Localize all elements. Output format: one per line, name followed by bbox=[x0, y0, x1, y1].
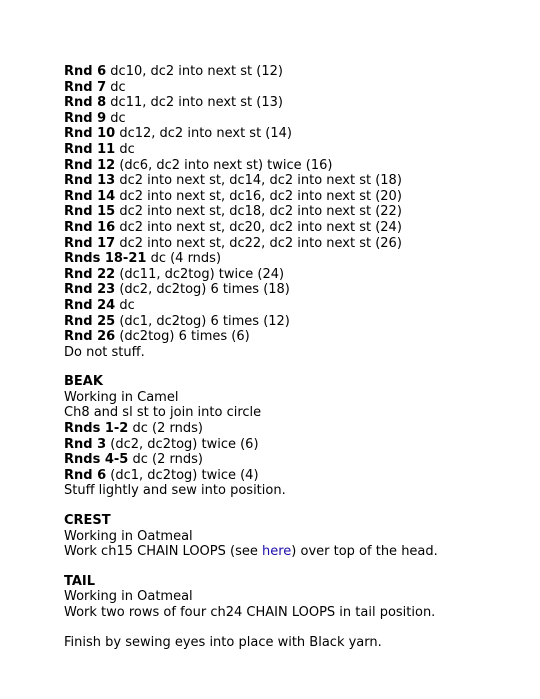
crest-text-after: ) over top of the head. bbox=[291, 544, 438, 560]
instruction-line bbox=[64, 452, 504, 468]
instruction-line bbox=[64, 220, 504, 236]
instruction-line bbox=[64, 298, 504, 314]
round-label: Rnd 6 bbox=[64, 467, 107, 483]
instruction-line bbox=[64, 158, 504, 174]
round-label: Rnd 23 bbox=[64, 282, 116, 298]
instruction-text: Do not stuff. bbox=[64, 344, 145, 360]
crest-line-1: Working in Oatmeal bbox=[64, 528, 193, 544]
instruction-text: dc2 into next st, dc16, dc2 into next st (20) bbox=[119, 188, 402, 204]
round-label: Rnd 11 bbox=[64, 141, 116, 157]
instruction-text: Stuff lightly and sew into position. bbox=[64, 483, 286, 499]
instruction-text: dc bbox=[119, 297, 135, 313]
instruction-text: dc2 into next st, dc20, dc2 into next st (24) bbox=[119, 219, 402, 235]
round-label: Rnd 9 bbox=[64, 110, 107, 126]
beak-heading: BEAK bbox=[64, 374, 103, 390]
instruction-line bbox=[64, 437, 504, 453]
beak-instructions bbox=[64, 390, 504, 499]
round-label: Rnd 14 bbox=[64, 188, 116, 204]
round-label: Rnd 16 bbox=[64, 219, 116, 235]
round-label: Rnd 13 bbox=[64, 173, 116, 189]
round-label: Rnd 6 bbox=[64, 64, 107, 79]
instruction-line bbox=[64, 468, 504, 484]
spacer bbox=[64, 621, 504, 635]
crest-heading: CREST bbox=[64, 513, 111, 529]
instruction-line bbox=[64, 405, 504, 421]
instruction-text: dc bbox=[110, 110, 126, 126]
instruction-line bbox=[64, 251, 504, 267]
here-link[interactable]: here bbox=[262, 544, 292, 560]
spacer bbox=[64, 560, 504, 574]
spacer bbox=[64, 499, 504, 513]
instruction-line bbox=[64, 126, 504, 142]
instruction-text: dc12, dc2 into next st (14) bbox=[119, 126, 292, 142]
instruction-text: dc (2 rnds) bbox=[132, 452, 203, 468]
instruction-line bbox=[64, 314, 504, 330]
round-label: Rnd 24 bbox=[64, 297, 116, 313]
instruction-line bbox=[64, 483, 504, 499]
finish-line: Finish by sewing eyes into place with Black yarn. bbox=[64, 634, 382, 650]
round-label: Rnd 26 bbox=[64, 329, 116, 345]
instruction-text: (dc11, dc2tog) twice (24) bbox=[119, 266, 285, 282]
instruction-line bbox=[64, 111, 504, 127]
tail-line-1: Working in Oatmeal bbox=[64, 589, 193, 605]
round-label: Rnd 25 bbox=[64, 313, 116, 329]
instruction-line bbox=[64, 390, 504, 406]
instruction-line bbox=[64, 189, 504, 205]
instruction-text: dc bbox=[110, 79, 126, 95]
round-label: Rnd 22 bbox=[64, 266, 116, 282]
body-rounds bbox=[64, 64, 504, 360]
instruction-text: dc2 into next st, dc18, dc2 into next st (22) bbox=[119, 204, 402, 220]
instruction-text: (dc1, dc2tog) twice (4) bbox=[110, 467, 259, 483]
instruction-text: dc2 into next st, dc22, dc2 into next st (26) bbox=[119, 235, 402, 251]
round-label: Rnds 18-21 bbox=[64, 251, 147, 267]
round-label: Rnd 3 bbox=[64, 436, 107, 452]
crest-line-2 bbox=[64, 544, 504, 560]
round-label: Rnd 15 bbox=[64, 204, 116, 220]
instruction-line bbox=[64, 267, 504, 283]
instruction-text: (dc2, dc2tog) 6 times (18) bbox=[119, 282, 290, 298]
instruction-text: Working in Camel bbox=[64, 389, 179, 405]
instruction-line bbox=[64, 345, 504, 361]
instruction-text: (dc2, dc2tog) twice (6) bbox=[110, 436, 259, 452]
instruction-line bbox=[64, 142, 504, 158]
instruction-text: dc bbox=[119, 141, 135, 157]
instruction-line bbox=[64, 421, 504, 437]
instruction-text: dc10, dc2 into next st (12) bbox=[110, 64, 283, 79]
instruction-line bbox=[64, 236, 504, 252]
round-label: Rnd 12 bbox=[64, 157, 116, 173]
round-label: Rnds 1-2 bbox=[64, 421, 129, 437]
instruction-text: dc11, dc2 into next st (13) bbox=[110, 95, 283, 111]
instruction-text: dc (4 rnds) bbox=[150, 251, 222, 267]
spacer bbox=[64, 360, 504, 374]
crest-text-before: Work ch15 CHAIN LOOPS (see bbox=[64, 544, 262, 560]
instruction-line bbox=[64, 80, 504, 96]
instruction-text: dc2 into next st, dc14, dc2 into next st (18) bbox=[119, 173, 402, 189]
round-label: Rnd 17 bbox=[64, 235, 116, 251]
document-page bbox=[64, 64, 504, 650]
instruction-text: (dc6, dc2 into next st) twice (16) bbox=[119, 157, 333, 173]
round-label: Rnd 8 bbox=[64, 95, 107, 111]
instruction-line bbox=[64, 204, 504, 220]
round-label: Rnds 4-5 bbox=[64, 452, 129, 468]
instruction-line bbox=[64, 95, 504, 111]
instruction-text: dc (2 rnds) bbox=[132, 421, 203, 437]
tail-line-2: Work two rows of four ch24 CHAIN LOOPS in tail position. bbox=[64, 605, 436, 620]
instruction-text: (dc2tog) 6 times (6) bbox=[119, 329, 250, 345]
tail-heading: TAIL bbox=[64, 573, 96, 589]
instruction-line bbox=[64, 64, 504, 80]
instruction-text: (dc1, dc2tog) 6 times (12) bbox=[119, 313, 290, 329]
round-label: Rnd 10 bbox=[64, 126, 116, 142]
instruction-line bbox=[64, 329, 504, 345]
instruction-line bbox=[64, 282, 504, 298]
instruction-text: Ch8 and sl st to join into circle bbox=[64, 405, 262, 421]
instruction-line bbox=[64, 173, 504, 189]
round-label: Rnd 7 bbox=[64, 79, 107, 95]
